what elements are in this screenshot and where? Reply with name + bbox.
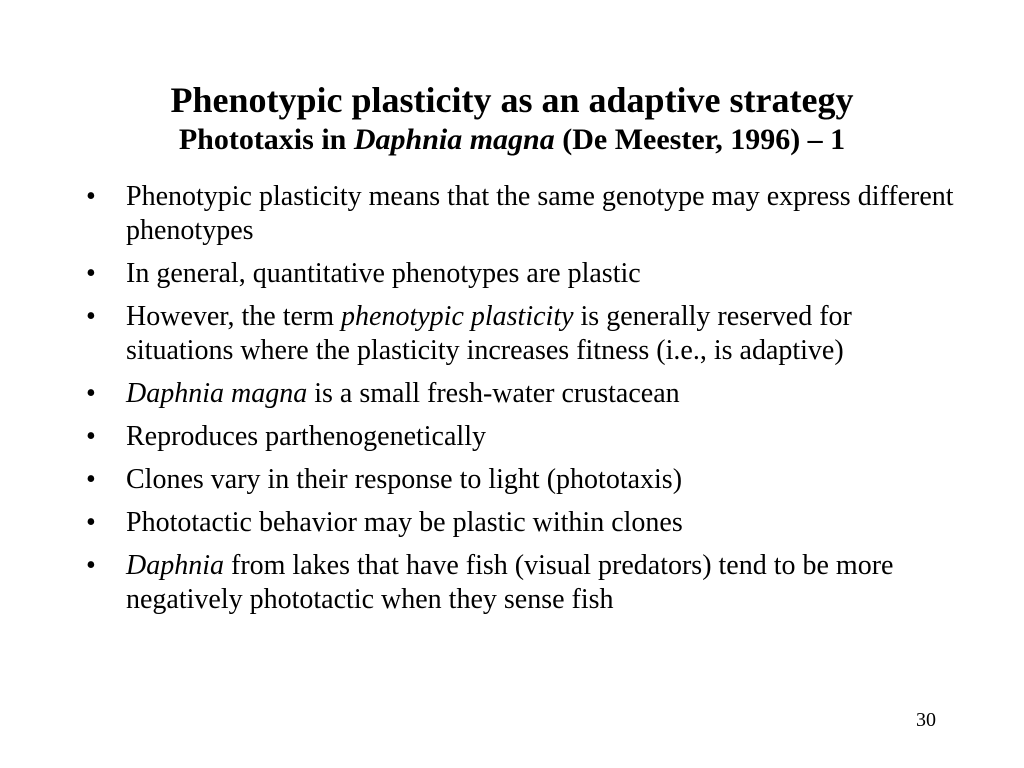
bullet-text-after: is a small fresh-water crustacean xyxy=(307,378,680,409)
subtitle-species: Daphnia magna xyxy=(353,123,555,156)
bullet-item xyxy=(86,549,966,617)
bullet-list xyxy=(86,180,966,626)
bullet-item xyxy=(86,506,966,540)
bullet-marker: • xyxy=(86,421,96,452)
subtitle-suffix: (De Meester, 1996) – 1 xyxy=(554,123,846,156)
bullet-item xyxy=(86,257,966,291)
slide-subtitle xyxy=(0,122,1024,158)
bullet-text: However, the term xyxy=(126,301,342,332)
bullet-item xyxy=(86,377,966,411)
bullet-marker: • xyxy=(86,301,96,332)
title-block xyxy=(0,80,1024,158)
bullet-marker: • xyxy=(86,550,96,581)
bullet-marker: • xyxy=(86,507,96,538)
bullet-marker: • xyxy=(86,181,96,212)
bullet-text: Phenotypic plasticity means that the same genotype may express different phenotypes xyxy=(126,181,954,246)
bullet-text: In general, quantitative phenotypes are plastic xyxy=(126,258,641,289)
bullet-italic-text: phenotypic plasticity xyxy=(341,301,574,332)
bullet-marker: • xyxy=(86,378,96,409)
bullet-italic-text: Daphnia magna xyxy=(126,378,308,409)
bullet-marker: • xyxy=(86,258,96,289)
bullet-item xyxy=(86,180,966,248)
bullet-text: Reproduces parthenogenetically xyxy=(126,421,486,452)
bullet-marker: • xyxy=(86,464,96,495)
subtitle-prefix: Phototaxis in xyxy=(178,123,354,156)
bullet-item xyxy=(86,300,966,368)
slide-title: Phenotypic plasticity as an adaptive strategy xyxy=(170,80,854,120)
bullet-text-after: is generally reserved for situations where the plasticity increases fitness (i.e., is adaptive) xyxy=(126,301,852,366)
bullet-text-after: from lakes that have fish (visual predators) tend to be more negatively phototactic when they sense fish xyxy=(126,550,894,615)
page-number: 30 xyxy=(916,709,936,731)
bullet-item xyxy=(86,463,966,497)
bullet-text: Clones vary in their response to light (phototaxis) xyxy=(126,464,683,495)
bullet-italic-text: Daphnia xyxy=(126,550,224,581)
bullet-text: Phototactic behavior may be plastic within clones xyxy=(126,507,683,538)
bullet-item xyxy=(86,420,966,454)
